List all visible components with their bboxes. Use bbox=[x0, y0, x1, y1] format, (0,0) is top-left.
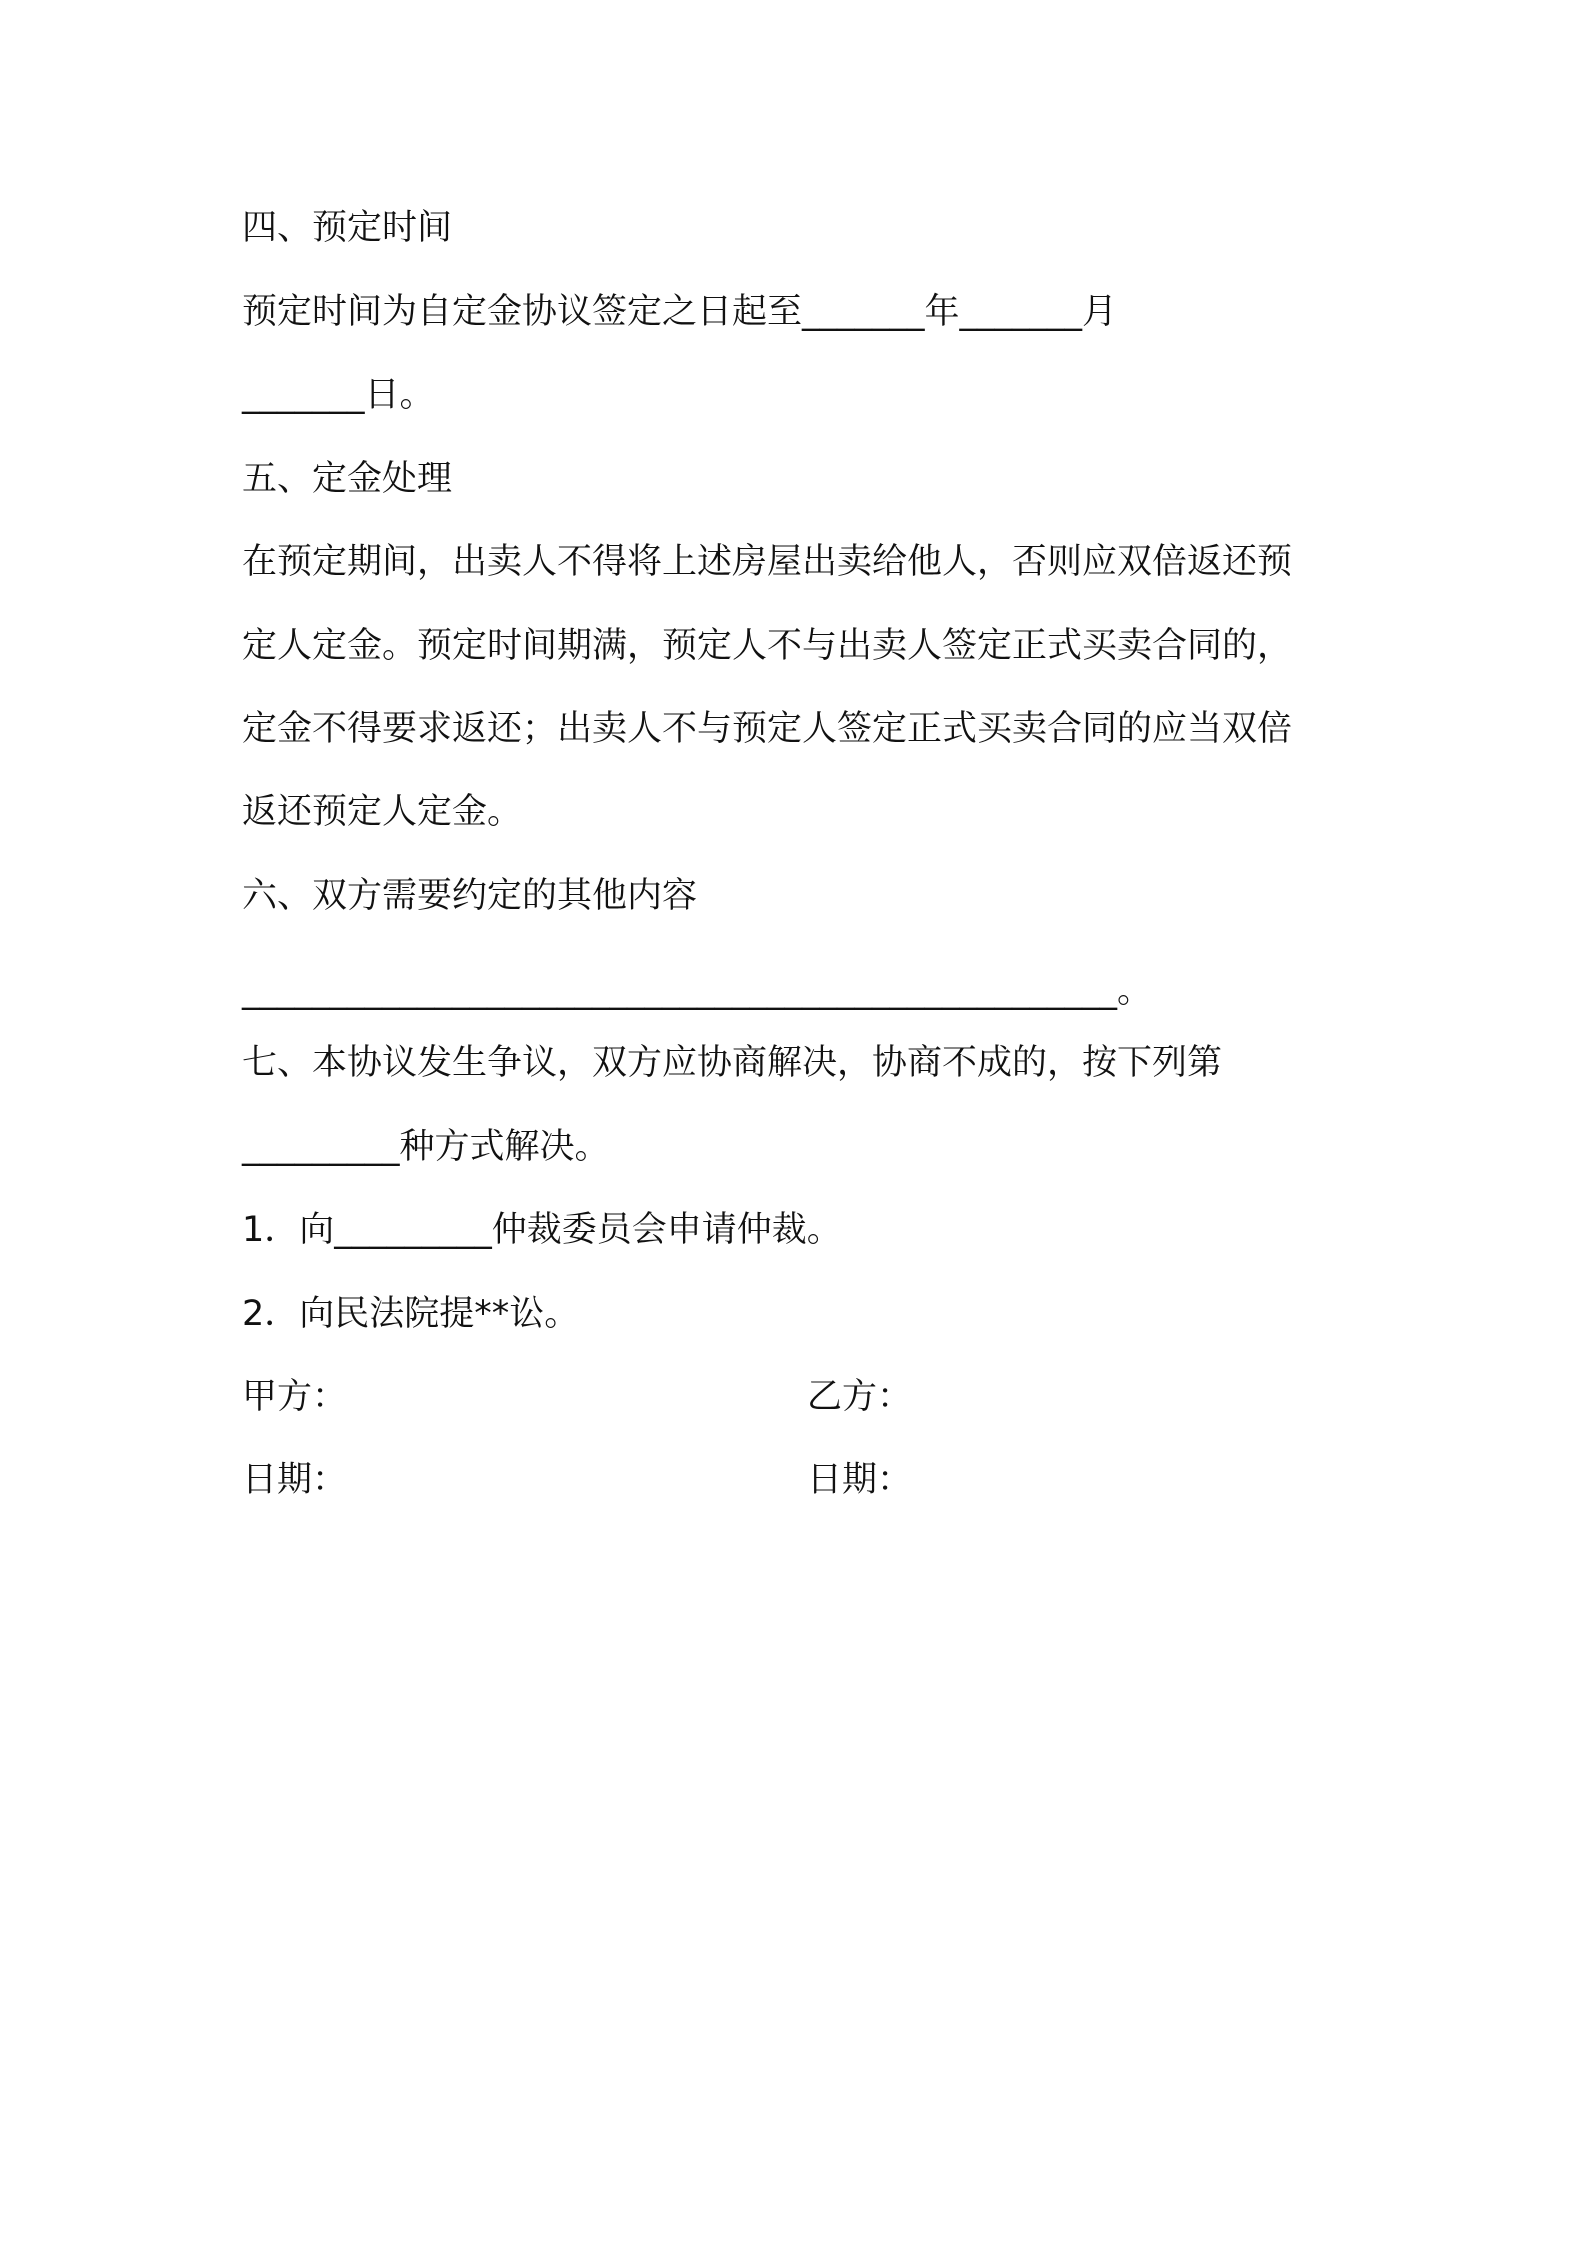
section-5-text-line-1: 在预定期间，出卖人不得将上述房屋出卖给他人，否则应双倍返还预 bbox=[242, 542, 1293, 582]
section-6-heading: 六、双方需要约定的其他内容 bbox=[242, 876, 698, 916]
section-4-heading: 四、预定时间 bbox=[242, 208, 453, 248]
section-5-text-line-2: 定人定金。预定时间期满，预定人不与出卖人签定正式买卖合同的， bbox=[242, 626, 1293, 666]
section-4-text-line-1: 预定时间为自定金协议签定之日起至_______年_______月 bbox=[242, 292, 1118, 332]
party-a-label: 甲方： bbox=[242, 1377, 348, 1417]
section-5-text-line-4: 返还预定人定金。 bbox=[242, 792, 523, 832]
section-7-option-2: 2．向民法院提**讼。 bbox=[242, 1294, 580, 1334]
section-7-heading: 七、本协议发生争议，双方应协商解决，协商不成的，按下列第 bbox=[242, 1043, 1223, 1083]
section-6-blank-line: __________________________________________________。 bbox=[242, 971, 1153, 1011]
section-4-text-line-2: _______日。 bbox=[242, 375, 435, 415]
section-5-text-line-3: 定金不得要求返还；出卖人不与预定人签定正式买卖合同的应当双倍 bbox=[242, 709, 1293, 749]
section-5-heading: 五、定金处理 bbox=[242, 459, 453, 499]
section-7-text-line-2: _________种方式解决。 bbox=[242, 1127, 610, 1167]
section-7-option-1: 1．向_________仲裁委员会申请仲裁。 bbox=[242, 1210, 842, 1250]
party-b-label: 乙方： bbox=[807, 1377, 913, 1417]
party-b-date-label: 日期： bbox=[807, 1460, 913, 1500]
party-a-date-label: 日期： bbox=[242, 1460, 348, 1500]
